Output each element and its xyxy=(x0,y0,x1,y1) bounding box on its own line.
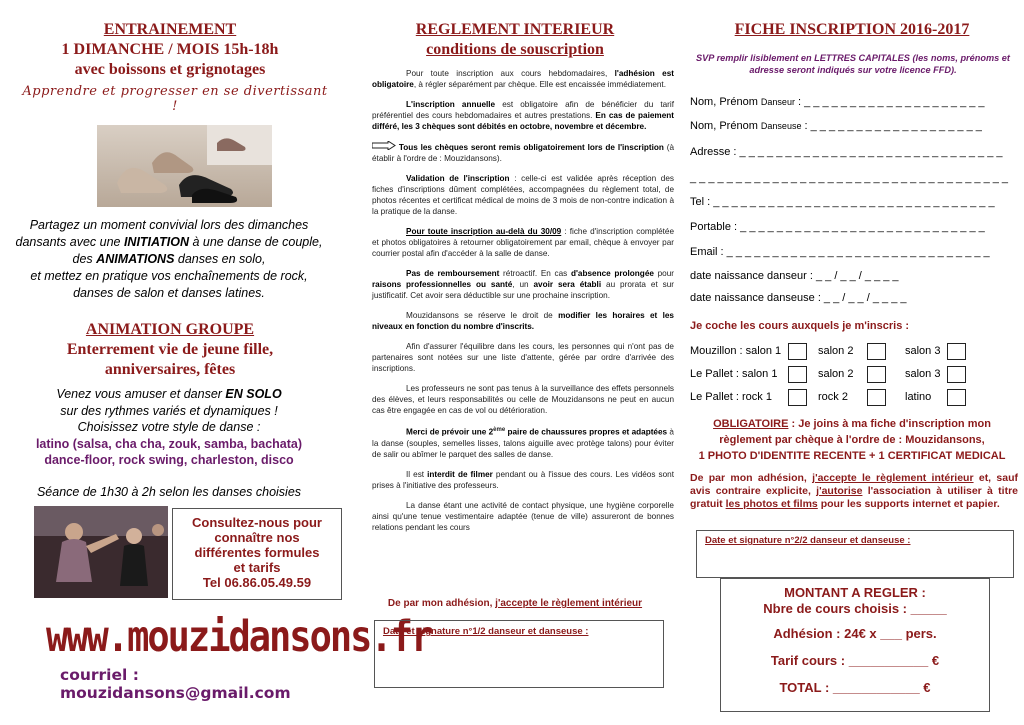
text-span: pour xyxy=(653,269,674,278)
text-span: (à établir à l'ordre de : Mouzidansons). xyxy=(372,143,674,163)
text-span: l'association à utiliser à titre gratuit xyxy=(690,485,1018,510)
rule-cheques xyxy=(372,141,674,164)
text-bold: modifier les horaires et les niveaux en fonction du nombre d'inscrits. xyxy=(372,311,674,331)
arrow-right-icon xyxy=(372,141,396,150)
mandatory-line: règlement par chèque à l'ordre de : Mouzidansons, xyxy=(719,434,985,446)
initiation-word: INITIATION xyxy=(123,235,189,249)
course-label: Mouzillon : salon 1 xyxy=(690,345,782,357)
training-schedule: 1 DIMANCHE / MOIS 15h-18h xyxy=(61,41,279,58)
amount-total[interactable]: TOTAL : ____________ € xyxy=(779,680,931,695)
training-heading xyxy=(0,20,340,80)
field-naissance-danseuse[interactable]: date naissance danseuse : _ _ / _ _ / _ _ _ _ xyxy=(690,292,907,304)
amount-box xyxy=(720,578,990,712)
course-label: Le Pallet : rock 1 xyxy=(690,391,772,403)
text-span: pour les supports internet et papier. xyxy=(817,498,1000,510)
solo-paragraph xyxy=(14,386,324,469)
checkbox-mouzillon-salon3[interactable] xyxy=(947,343,966,360)
text-span: j'autorise xyxy=(816,485,863,497)
text-span: et, sauf avis contraire explicite, xyxy=(690,472,1018,497)
text-span: , à régler séparément par chèque. Elle est encaissée immédiatement. xyxy=(413,80,666,89)
amount-course-count[interactable]: Nbre de cours choisis : _____ xyxy=(763,601,947,616)
intro-line: danses de salon et danses latines. xyxy=(73,286,265,300)
contact-line: différentes formules xyxy=(194,545,320,560)
rules-heading xyxy=(350,20,680,60)
text-bold: interdit de filmer xyxy=(427,469,493,479)
contact-phone: Tel 06.86.05.49.59 xyxy=(202,575,312,590)
checkbox-pallet-salon3[interactable] xyxy=(947,366,966,383)
contact-line: connaître nos xyxy=(214,530,300,545)
text-span: , un xyxy=(512,280,534,289)
rules-body xyxy=(372,68,674,542)
adhesion-acceptance xyxy=(350,598,680,609)
field-portable[interactable]: Portable : _ _ _ _ _ _ _ _ _ _ _ _ _ _ _ _ _ _ _ _ _ _ _ _ _ _ _ xyxy=(690,221,985,233)
field-tel[interactable]: Tel : _ _ _ _ _ _ _ _ _ _ _ _ _ _ _ _ _ _ _ _ _ _ _ _ _ _ _ _ _ _ _ xyxy=(690,196,995,208)
solo-line xyxy=(14,386,324,403)
text-span: Il est xyxy=(406,469,428,479)
text-span: Mouzidansons se réserve le droit de xyxy=(406,311,559,320)
checkbox-pallet-rock2[interactable] xyxy=(867,389,886,406)
rule-filming xyxy=(372,469,674,491)
mandatory-notice xyxy=(684,416,1020,464)
text-span: : _ _ _ _ _ _ _ _ _ _ _ _ _ _ _ _ _ _ _ xyxy=(801,120,982,132)
field-nom-danseuse[interactable] xyxy=(690,120,982,132)
text-span: : fiche d'inscription complétée et photos obligatoires à retourner obligatoirement par email, chèque à envoyer par courrier postal afin d'accéder à la salle de danse. xyxy=(372,227,675,258)
checkbox-mouzillon-salon1[interactable] xyxy=(788,343,807,360)
animations-word: ANIMATIONS xyxy=(96,252,175,266)
course-row-pallet-salon xyxy=(690,366,1020,386)
session-duration: Séance de 1h30 à 2h selon les danses choisies xyxy=(36,485,302,499)
mandatory-line: 1 PHOTO D'IDENTITE RECENTE + 1 CERTIFICAT MEDICAL xyxy=(698,450,1006,462)
intro-line: Partagez un moment convivial lors des dimanches xyxy=(29,218,309,232)
checkbox-pallet-latino[interactable] xyxy=(947,389,966,406)
checkbox-pallet-salon1[interactable] xyxy=(788,366,807,383)
rule-shoes xyxy=(372,425,674,460)
text-span: Danseuse xyxy=(760,121,802,131)
text-span: à une danse de couple, xyxy=(189,235,323,249)
text-bold: Pour toute inscription au-delà du 30/09 xyxy=(406,227,562,236)
solo-line: Choisissez votre style de danse : xyxy=(77,420,261,434)
text-bold: L'inscription annuelle xyxy=(406,100,496,109)
contact-box xyxy=(172,508,342,600)
animation-subtitle: anniversaires, fêtes xyxy=(104,361,236,378)
text-span: danses en solo, xyxy=(174,252,266,266)
intro-paragraph xyxy=(14,217,324,302)
rule-annual xyxy=(372,99,674,132)
contact-line: et tarifs xyxy=(233,560,281,575)
text-bold: raisons professionnelles ou santé xyxy=(372,280,513,289)
contact-line: Consultez-nous pour xyxy=(192,515,322,530)
rule-adhesion xyxy=(372,68,674,90)
middle-column xyxy=(350,0,680,725)
text-span: : celle-ci est validée après réception des fiches d'inscriptions dûment complétées, accompagnées du règlement total, de photos récentes et certificat médical de moins de 3 mois de non-contre indication à la pratique de la danse. xyxy=(372,174,674,216)
right-column xyxy=(680,0,1024,725)
mandatory-line xyxy=(684,416,1020,432)
field-naissance-danseur[interactable]: date naissance danseur : _ _ / _ _ / _ _ _ _ xyxy=(690,270,899,282)
text-span: OBLIGATOIRE xyxy=(713,418,789,430)
course-label: latino xyxy=(905,391,932,403)
amount-title: MONTANT A REGLER : xyxy=(784,585,926,600)
course-row-mouzillon xyxy=(690,343,1020,363)
text-bold: Tous les chèques seront remis obligatoirement lors de l'inscription xyxy=(398,143,664,152)
animation-heading xyxy=(0,320,340,380)
solo-line: sur des rythmes variés et dynamiques ! xyxy=(60,403,278,418)
signature-label: Date et signature n°2/2 danseur et danseuse : xyxy=(705,535,911,546)
field-email[interactable]: Email : _ _ _ _ _ _ _ _ _ _ _ _ _ _ _ _ _ _ _ _ _ _ _ _ _ _ _ _ _ xyxy=(690,246,990,258)
text-span: j'accepte le règlement intérieur xyxy=(812,472,974,484)
tagline: Apprendre et progresser en se divertissant ! xyxy=(22,84,328,114)
text-sup: ème xyxy=(493,427,506,433)
course-label: rock 2 xyxy=(818,391,848,403)
rule-schedule xyxy=(372,310,674,332)
text-bold: En cas de paiement différé, les 3 chèques sont débités en octobre, novembre et décembre. xyxy=(372,111,674,131)
rule-responsibility: Les professeurs ne sont pas tenus à la surveillance des effets personnels des élèves, et leurs responsabilités ou celle de Mouzidansons ne peut en aucun cas être engagée en cas de vol ou détérioration. xyxy=(372,384,674,415)
rules-subtitle: conditions de souscription xyxy=(426,41,604,58)
amount-adhesion[interactable]: Adhésion : 24€ x ___ pers. xyxy=(773,626,937,641)
signature-label: Date et signature n°1/2 danseur et danseuse : xyxy=(383,626,589,637)
rules-title: REGLEMENT INTERIEUR xyxy=(415,21,615,38)
course-label: salon 2 xyxy=(818,345,854,357)
text-span: des xyxy=(72,252,97,266)
text-span: au prorata et sur justificatif. Cet avoir sera déductible sur une prochaine inscription. xyxy=(372,280,674,300)
text-span: pendant ou à l'issue des cours. Les vidéos sont prises à l'initiative des professeurs. xyxy=(372,469,674,490)
checkbox-pallet-rock1[interactable] xyxy=(788,389,807,406)
text-span: j'accepte le règlement intérieur xyxy=(495,598,643,609)
rule-hygiene: La danse étant une activité de contact physique, une hygiène corporelle ainsi qu'une tenue vestimentaire adaptée (tenue de ville) assureront de bonnes relations pendant les cours xyxy=(372,500,674,532)
solo-word: EN SOLO xyxy=(225,387,282,401)
training-extras: avec boissons et grignotages xyxy=(74,61,266,78)
website-link[interactable]: www.mouzidansons.fr xyxy=(46,612,432,662)
course-label: Le Pallet : salon 1 xyxy=(690,368,778,380)
course-label: salon 3 xyxy=(905,345,941,357)
dancers-photo xyxy=(34,506,168,598)
consent-text xyxy=(690,472,1018,511)
checkbox-pallet-salon2[interactable] xyxy=(867,366,886,383)
signature-box-2[interactable] xyxy=(696,530,1014,578)
rule-waiting-list: Afin d'assurer l'équilibre dans les cours, les personnes qui n'ont pas de partenaires sont notées sur une liste d'attente, gérée par ordre d'arrivée des inscriptions. xyxy=(372,342,674,373)
text-span: les photos et films xyxy=(725,498,818,510)
course-row-pallet-rock xyxy=(690,389,1020,409)
email-link[interactable]: courriel : mouzidansons@gmail.com xyxy=(60,666,291,702)
course-label: salon 2 xyxy=(818,368,854,380)
training-title: ENTRAINEMENT xyxy=(103,21,237,38)
dance-shoes-photo xyxy=(97,125,272,207)
text-bold: Pas de remboursement xyxy=(406,269,500,278)
animation-subtitle: Enterrement vie de jeune fille, xyxy=(66,341,274,358)
course-label: salon 3 xyxy=(905,368,941,380)
dance-styles-latino: latino (salsa, cha cha, zouk, samba, bachata) xyxy=(35,436,303,451)
text-span: : Je joins à ma fiche d'inscription mon xyxy=(788,418,991,430)
intro-line xyxy=(14,251,324,268)
text-span: dansants avec une xyxy=(15,235,124,249)
text-span: De par mon adhésion, xyxy=(387,598,496,609)
text-bold: d'absence prolongée xyxy=(570,269,654,278)
field-nom-danseur[interactable] xyxy=(690,96,985,108)
text-bold: Validation de l'inscription xyxy=(406,174,510,183)
text-span: Danseur xyxy=(760,97,795,107)
form-title: FICHE INSCRIPTION 2016-2017 xyxy=(734,21,970,38)
rule-late-inscription xyxy=(372,226,674,259)
form-instructions: SVP remplir lisiblement en LETTRES CAPITALES (les noms, prénoms et adresse seront indiqués sur votre licence FFD). xyxy=(696,53,1010,75)
text-span: De par mon adhésion, xyxy=(690,472,813,484)
rule-validation xyxy=(372,173,674,217)
text-span: Venez vous amuser et danser xyxy=(56,387,226,401)
text-span: : _ _ _ _ _ _ _ _ _ _ _ _ _ _ _ _ _ _ _ _ xyxy=(794,96,985,108)
signature-box-1[interactable] xyxy=(374,620,664,688)
text-span: rétroactif. En cas xyxy=(499,269,571,278)
dance-styles-other: dance-floor, rock swing, charleston, disco xyxy=(44,453,294,467)
checkbox-mouzillon-salon2[interactable] xyxy=(867,343,886,360)
text-span: Nom, Prénom xyxy=(690,120,761,132)
text-span: Nom, Prénom xyxy=(690,96,761,108)
text-span: est obligatoire afin de bénéficier du tarif préférentiel des cours hebdomadaires et autres prestations. xyxy=(372,100,674,120)
text-bold: avoir sera établi xyxy=(533,280,602,289)
field-adresse[interactable]: Adresse : _ _ _ _ _ _ _ _ _ _ _ _ _ _ _ _ _ _ _ _ _ _ _ _ _ _ _ _ _ xyxy=(690,146,1003,158)
amount-tarif[interactable]: Tarif cours : ___________ € xyxy=(770,653,940,668)
text-bold: l'adhésion est obligatoire xyxy=(372,69,674,89)
intro-line xyxy=(14,234,324,251)
courses-title: Je coche les cours auxquels je m'inscris : xyxy=(690,320,910,332)
text-bold: Merci de prévoir une 2 xyxy=(406,427,494,437)
text-span: Pour toute inscription aux cours hebdomadaires, xyxy=(406,69,615,78)
field-adresse-line2[interactable]: _ _ _ _ _ _ _ _ _ _ _ _ _ _ _ _ _ _ _ _ _ _ _ _ _ _ _ _ _ _ _ _ _ _ _ xyxy=(690,172,1009,184)
rule-refund xyxy=(372,268,674,301)
text-bold: paire de chaussures propres et adaptées xyxy=(505,427,668,437)
intro-line: et mettez en pratique vos enchaînements de rock, xyxy=(30,269,308,283)
animation-title: ANIMATION GROUPE xyxy=(85,321,255,338)
text-span: à la danse (souples, semelles lisses, talons aiguille avec protège talons) pour éviter de salir ou abîmer le parquet des salles de danse. xyxy=(372,427,674,459)
